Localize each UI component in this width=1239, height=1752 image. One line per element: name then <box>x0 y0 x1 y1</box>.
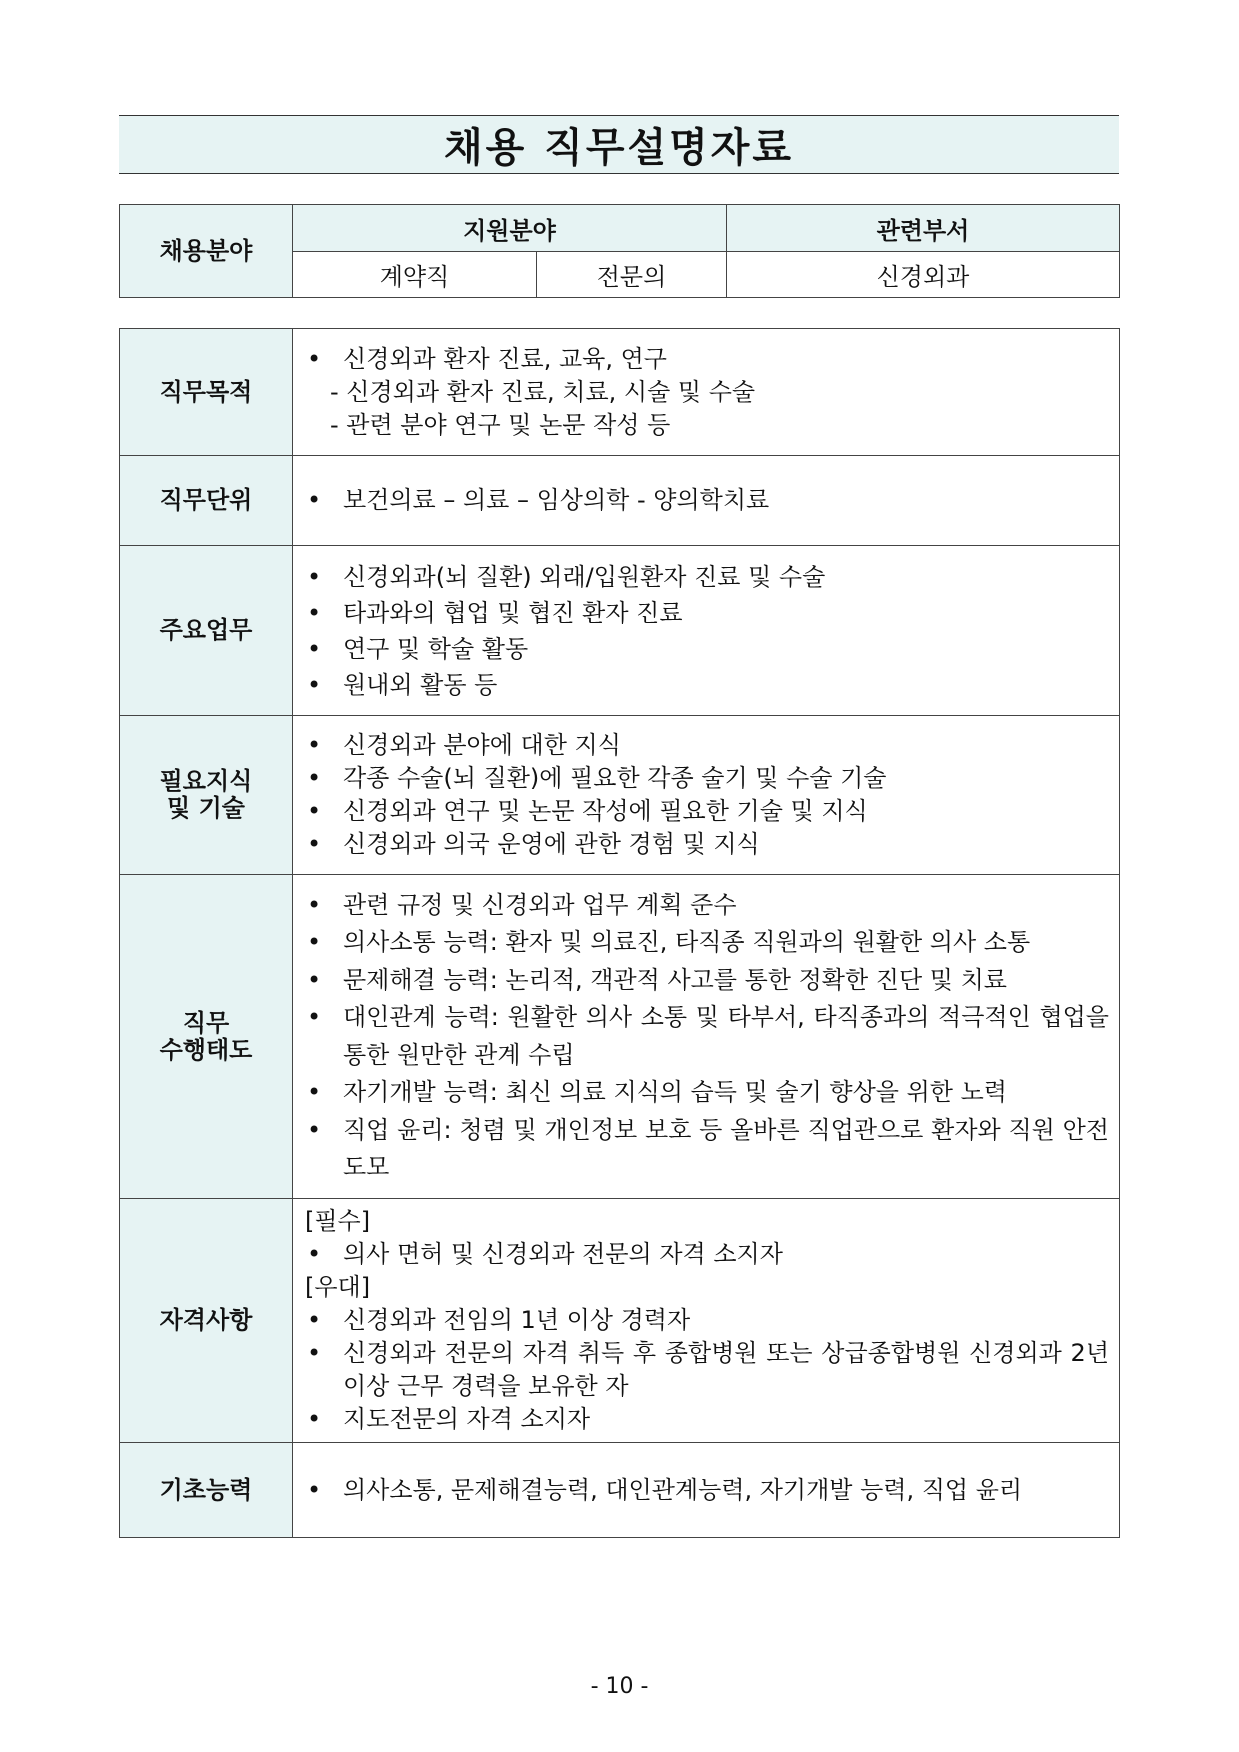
attitude-label-line2: 수행태도 <box>159 1035 253 1064</box>
row-purpose <box>120 329 1120 456</box>
main-tasks-content <box>293 546 1120 716</box>
field-header: 지원분야 <box>293 205 727 252</box>
preferred-item: • 신경외과 전임의 1년 이상 경력자 <box>305 1304 1109 1337</box>
job-description-table <box>119 328 1120 1538</box>
unit-label: 직무단위 <box>120 456 293 546</box>
skill-item: • 신경외과 연구 및 논문 작성에 필요한 기술 및 지식 <box>305 795 1109 828</box>
preferred-label: [우대] <box>305 1273 371 1301</box>
attitude-item: • 대인관계 능력: 원활한 의사 소통 및 타부서, 타직종과의 적극적인 협업을 통한 원만한 관계 수립 <box>305 999 1109 1074</box>
basic-content <box>293 1443 1120 1538</box>
main-task-item: • 연구 및 학술 활동 <box>305 631 1109 667</box>
recruit-label: 채용분야 <box>120 205 293 298</box>
attitude-item: • 직업 윤리: 청렴 및 개인정보 보호 등 올바른 직업관으로 환자와 직원 안전 도모 <box>305 1112 1109 1187</box>
purpose-label: 직무목적 <box>120 329 293 456</box>
skill-item: • 각종 수술(뇌 질환)에 필요한 각종 술기 및 수술 기술 <box>305 762 1109 795</box>
row-skills <box>120 716 1120 875</box>
skill-item: • 신경외과 분야에 대한 지식 <box>305 729 1109 762</box>
required-item: • 의사 면허 및 신경외과 전문의 자격 소지자 <box>305 1238 1109 1271</box>
skills-label-line1: 필요지식 <box>159 767 253 795</box>
main-task-item: • 타과와의 협업 및 협진 환자 진료 <box>305 595 1109 631</box>
row-attitude <box>120 875 1120 1199</box>
main-task-item: • 원내외 활동 등 <box>305 667 1109 703</box>
row-unit <box>120 456 1120 546</box>
skill-item: • 신경외과 의국 운영에 관한 경험 및 지식 <box>305 828 1109 861</box>
attitude-item: • 문제해결 능력: 논리적, 객관적 사고를 통한 정확한 진단 및 치료 <box>305 962 1109 1000</box>
basic-item: • 의사소통, 문제해결능력, 대인관계능력, 자기개발 능력, 직업 윤리 <box>305 1474 1109 1507</box>
attitude-label <box>120 875 293 1199</box>
attitude-content <box>293 875 1120 1199</box>
purpose-sub-item: - 관련 분야 연구 및 논문 작성 등 <box>330 410 671 439</box>
row-basic <box>120 1443 1120 1538</box>
row-qualification <box>120 1199 1120 1443</box>
preferred-item: • 신경외과 전문의 자격 취득 후 종합병원 또는 상급종합병원 신경외과 2년 이상 근무 경력을 보유한 자 <box>305 1337 1109 1403</box>
main-tasks-label: 주요업무 <box>120 546 293 716</box>
skills-content <box>293 716 1120 875</box>
dept-header: 관련부서 <box>727 205 1120 252</box>
title-banner <box>119 115 1119 174</box>
purpose-sub-item: - 신경외과 환자 진료, 치료, 시술 및 수술 <box>330 377 756 406</box>
purpose-content <box>293 329 1120 456</box>
page-number: - 10 - <box>590 1674 649 1699</box>
page-title: 채용 직무설명자료 <box>443 125 795 171</box>
attitude-label-line1: 직무 <box>182 1008 230 1037</box>
basic-label: 기초능력 <box>120 1443 293 1538</box>
main-task-item: • 신경외과(뇌 질환) 외래/입원환자 진료 및 수술 <box>305 559 1109 595</box>
skills-label <box>120 716 293 875</box>
preferred-item: • 지도전문의 자격 소지자 <box>305 1403 1109 1436</box>
dept-value: 신경외과 <box>727 252 1120 298</box>
position-value: 전문의 <box>537 252 727 298</box>
unit-item: • 보건의료 – 의료 – 임상의학 - 양의학치료 <box>305 484 1109 517</box>
attitude-item: • 자기개발 능력: 최신 의료 지식의 습득 및 술기 향상을 위한 노력 <box>305 1074 1109 1112</box>
attitude-item: • 관련 규정 및 신경외과 업무 계획 준수 <box>305 887 1109 925</box>
required-label: [필수] <box>305 1207 371 1235</box>
purpose-bullet: • 신경외과 환자 진료, 교육, 연구 <box>305 343 1109 376</box>
unit-content <box>293 456 1120 546</box>
employment-type: 계약직 <box>293 252 537 298</box>
row-main-tasks <box>120 546 1120 716</box>
attitude-item: • 의사소통 능력: 환자 및 의료진, 타직종 직원과의 원활한 의사 소통 <box>305 924 1109 962</box>
skills-label-line2: 및 기술 <box>167 794 245 822</box>
qualification-content <box>293 1199 1120 1443</box>
recruitment-table <box>119 204 1120 298</box>
qualification-label: 자격사항 <box>120 1199 293 1443</box>
